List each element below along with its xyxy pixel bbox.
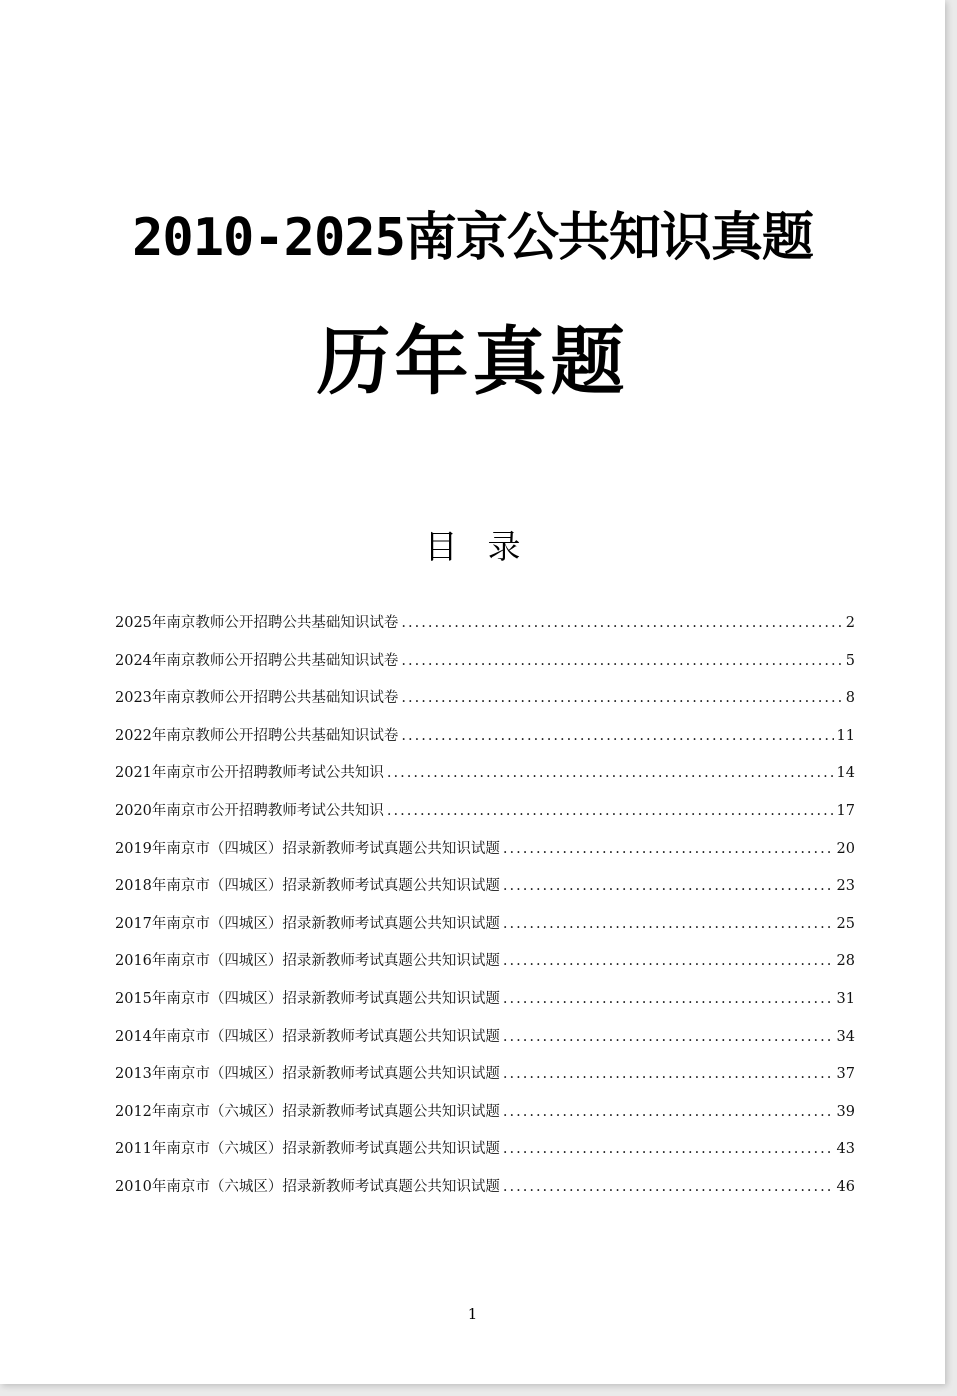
toc-dot-leader [503,1066,834,1082]
toc-entry[interactable] [115,1025,855,1063]
toc-dot-leader [503,878,834,894]
toc-entry-title: 2015年南京市（四城区）招录新教师考试真题公共知识试题 [115,990,500,1007]
toc-heading: 目录 [424,527,551,566]
toc-entry-page: 43 [836,1141,855,1158]
toc-entry-title: 2024年南京教师公开招聘公共基础知识试卷 [115,652,399,669]
toc-entry-title: 2018年南京市（四城区）招录新教师考试真题公共知识试题 [115,878,500,895]
toc-dot-leader [503,991,834,1007]
toc-entry[interactable] [115,799,855,837]
toc-entry-page: 23 [836,878,855,895]
toc-entry[interactable] [115,837,855,875]
toc-entry-title: 2014年南京市（四城区）招录新教师考试真题公共知识试题 [115,1028,500,1045]
toc-dot-leader [503,916,834,932]
toc-entry-page: 5 [845,652,855,669]
toc-dot-leader [401,653,842,669]
toc-entry-page: 31 [836,990,855,1007]
toc-entry-title: 2025年南京教师公开招聘公共基础知识试卷 [115,615,399,631]
toc-entry-title: 2017年南京市（四城区）招录新教师考试真题公共知识试题 [115,915,500,932]
toc-entry-page: 2 [845,615,855,631]
toc-entry[interactable] [115,1175,855,1213]
toc-entry-page: 14 [836,765,855,782]
toc-entry[interactable] [115,649,855,687]
toc-dot-leader [503,1029,834,1045]
toc-entry[interactable] [115,1062,855,1100]
toc-dot-leader [401,615,842,631]
document-title: 2010-2025南京公共知识真题 [132,208,813,268]
toc-dot-leader [503,1141,834,1157]
toc-entry-title: 2016年南京市（四城区）招录新教师考试真题公共知识试题 [115,953,500,970]
toc-entry[interactable] [115,1137,855,1175]
toc-entry-page: 11 [836,727,855,744]
toc-entry-title: 2020年南京市公开招聘教师考试公共知识 [115,802,384,819]
toc-entry-page: 17 [836,802,855,819]
toc-entry-page: 37 [836,1066,855,1083]
toc-entry-title: 2023年南京教师公开招聘公共基础知识试卷 [115,690,399,707]
toc-dot-leader [401,728,833,744]
toc-dot-leader [401,690,842,706]
toc-entry-title: 2021年南京市公开招聘教师考试公共知识 [115,765,384,782]
toc-entry[interactable] [115,724,855,762]
toc-entry[interactable] [115,912,855,950]
toc-entry-title: 2011年南京市（六城区）招录新教师考试真题公共知识试题 [115,1141,500,1158]
toc-entry[interactable] [115,1100,855,1138]
toc-dot-leader [503,1104,834,1120]
toc-entry-title: 2013年南京市（四城区）招录新教师考试真题公共知识试题 [115,1066,500,1083]
toc-dot-leader [503,1179,834,1195]
toc-entry[interactable] [115,949,855,987]
toc-entry-page: 34 [836,1028,855,1045]
toc-entry-page: 25 [836,915,855,932]
toc-dot-leader [387,765,834,781]
table-of-contents [115,611,855,1213]
toc-entry-title: 2010年南京市（六城区）招录新教师考试真题公共知识试题 [115,1178,500,1195]
toc-entry-page: 28 [836,953,855,970]
toc-entry-page: 20 [836,840,855,857]
page-number: 1 [467,1305,478,1323]
toc-entry[interactable] [115,761,855,799]
toc-entry-title: 2012年南京市（六城区）招录新教师考试真题公共知识试题 [115,1103,500,1120]
toc-entry-page: 46 [836,1178,855,1195]
toc-entry-title: 2022年南京教师公开招聘公共基础知识试卷 [115,727,399,744]
toc-entry-page: 39 [836,1103,855,1120]
toc-entry-title: 2019年南京市（四城区）招录新教师考试真题公共知识试题 [115,840,500,857]
document-subtitle: 历年真题 [316,319,629,405]
toc-entry[interactable] [115,987,855,1025]
toc-dot-leader [387,803,834,819]
toc-entry-page: 8 [845,690,855,707]
toc-dot-leader [503,953,834,969]
toc-entry[interactable] [115,686,855,724]
toc-dot-leader [503,841,834,857]
toc-entry[interactable] [115,611,855,649]
toc-entry[interactable] [115,874,855,912]
